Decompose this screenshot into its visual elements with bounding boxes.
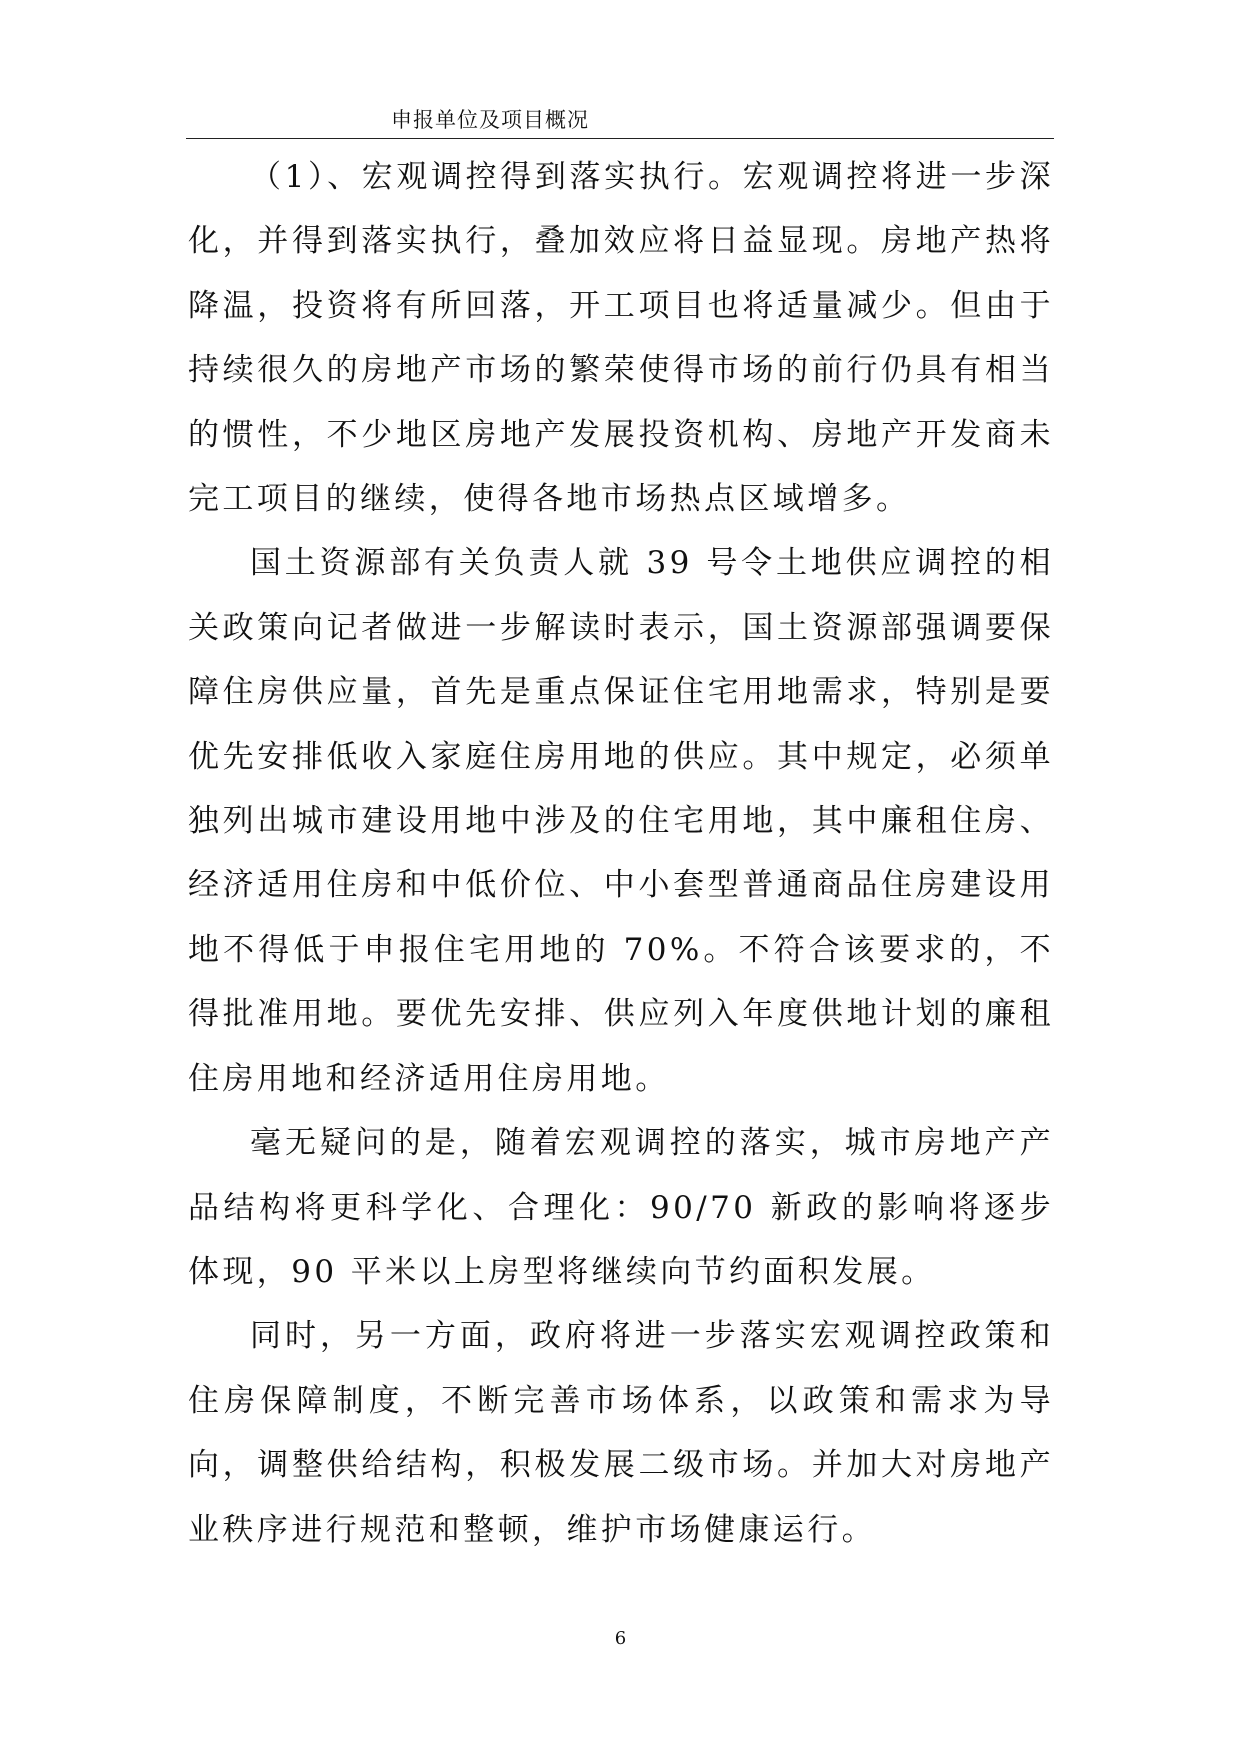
paragraph-land-supply-policy: 国土资源部有关负责人就 39 号令土地供应调控的相关政策向记者做进一步解读时表示，国土资源部强调要保障住房供应量，首先是重点保证住宅用地需求，特别是要优先安排低收入家庭住房用地的供应。其中规定，必须单独列出城市建设用地中涉及的住宅用地，其中廉租住房、经济适用住房和中低价位、中小套型普通商品住房建设用地不得低于申报住宅用地的 70%。不符合该要求的，不得批准用地。要优先安排、供应列入年度供地计划的廉租住房用地和经济适用住房用地。	[188, 545, 1054, 1097]
paragraph-housing-security: 同时，另一方面，政府将进一步落实宏观调控政策和住房保障制度，不断完善市场体系，以政策和需求为导向，调整供给结构，积极发展二级市场。并加大对房地产业秩序进行规范和整顿，维护市场健康运行。	[188, 1318, 1054, 1548]
page-number: 6	[614, 1628, 627, 1649]
page-header	[186, 106, 1054, 139]
paragraph-macro-control: （1）、宏观调控得到落实执行。宏观调控将进一步深化，并得到落实执行，叠加效应将日益显现。房地产热将降温，投资将有所回落，开工项目也将适量减少。但由于持续很久的房地产市场的繁荣使得市场的前行仍具有相当的惯性，不少地区房地产发展投资机构、房地产开发商未完工项目的继续，使得各地市场热点区域增多。	[188, 159, 1054, 518]
document-body	[188, 145, 1054, 1562]
paragraph-product-structure: 毫无疑问的是，随着宏观调控的落实，城市房地产产品结构将更科学化、合理化：90/70 新政的影响将逐步体现，90 平米以上房型将继续向节约面积发展。	[188, 1125, 1054, 1290]
header-title: 申报单位及项目概况	[391, 108, 589, 132]
